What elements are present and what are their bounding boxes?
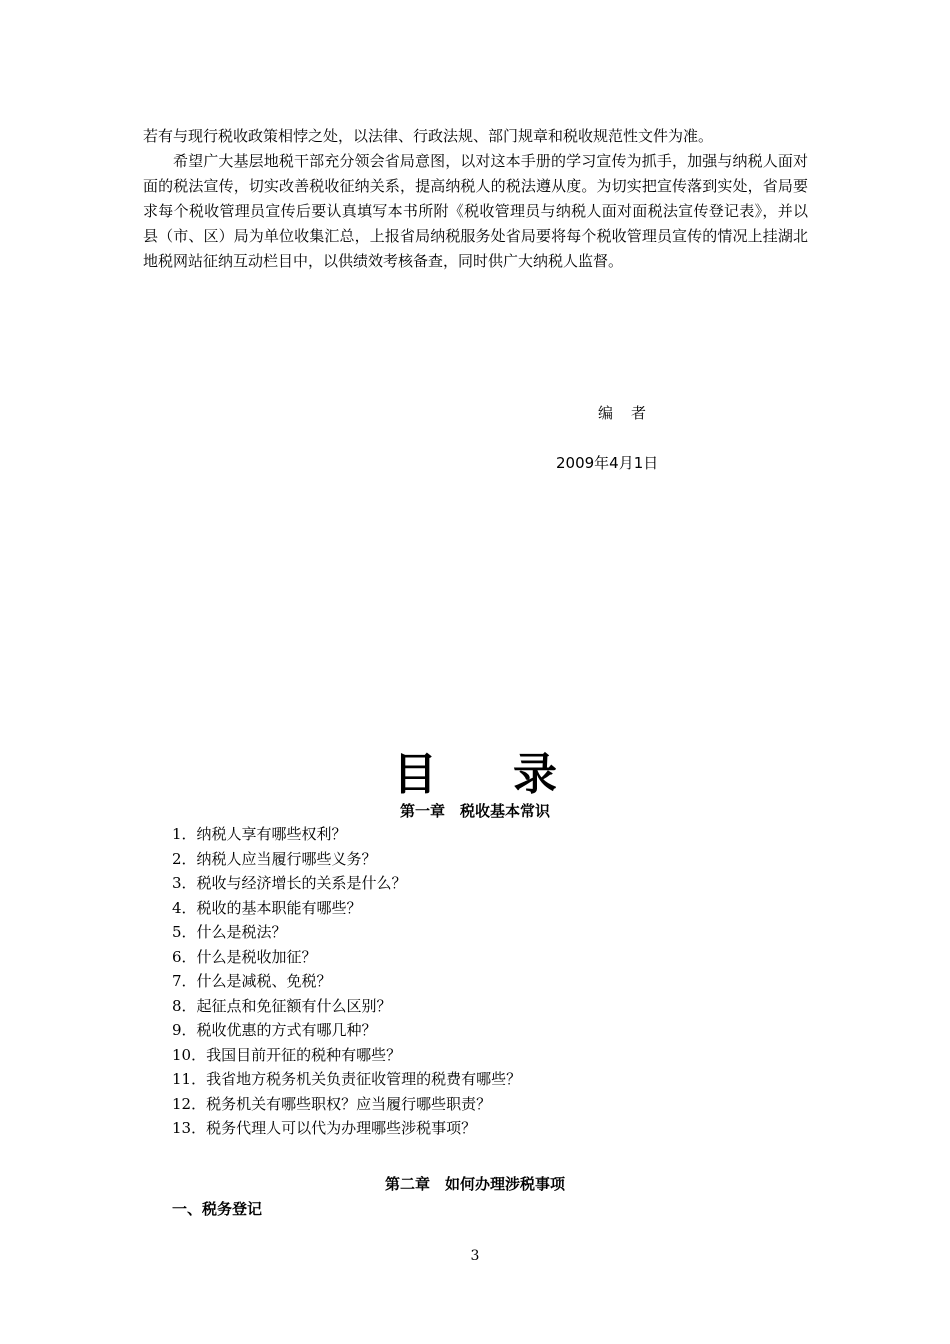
toc-item: 12．税务机关有哪些职权？应当履行哪些职责？ xyxy=(172,1094,492,1113)
toc-item: 9．税收优惠的方式有哪几种？ xyxy=(172,1021,377,1039)
chapter-2-heading: 第二章 如何办理涉税事项 xyxy=(384,1175,565,1193)
chapter-1-heading: 第一章 税收基本常识 xyxy=(399,802,550,820)
toc-item: 3．税收与经济增长的关系是什么？ xyxy=(172,874,407,892)
toc-item: 6．什么是税收加征？ xyxy=(172,947,317,966)
toc-title: 目录 xyxy=(393,749,633,800)
toc-item: 5．什么是税法？ xyxy=(172,923,287,941)
preface-paragraph-2: 希望广大基层地税干部充分领会省局意图，以对这本手册的学习宣传为抓手，加强与纳税人面对面的税法宣传，切实改善税收征纳关系，提高纳税人的税法遵从度。为切实把宣传落到实处，省局要求每个税收管理员宣传后要认真填写本书所附《税收管理员与纳税人面对面税法宣传登记表》，并以县（市、区）局为单位收集汇总，上报省局纳税服务处省局要将每个税收管理员宣传的情况上挂湖北地税网站征纳互动栏目中，以供绩效考核备查，同时供广大纳税人监督。 xyxy=(143,152,808,270)
section-heading-tax-registration: 一、税务登记 xyxy=(172,1200,263,1218)
toc-item: 1．纳税人享有哪些权利？ xyxy=(172,825,347,843)
toc-item: 8．起征点和免征额有什么区别？ xyxy=(172,996,392,1015)
page-number: 3 xyxy=(470,1248,480,1264)
preface-text xyxy=(143,124,808,274)
toc-item: 10．我国目前开征的税种有哪些？ xyxy=(172,1045,402,1064)
toc-item: 11．我省地方税务机关负责征收管理的税费有哪些？ xyxy=(172,1070,522,1088)
toc-item: 7．什么是减税、免税？ xyxy=(172,972,332,990)
preface-paragraph-1: 若有与现行税收政策相悖之处，以法律、行政法规、部门规章和税收规范性文件为准。 xyxy=(143,127,714,145)
chapter-1-toc-list xyxy=(172,822,521,1141)
toc-item: 4．税收的基本职能有哪些？ xyxy=(172,898,362,917)
author-signature: 编者 xyxy=(598,404,665,422)
preface-date: 2009年4月1日 xyxy=(556,454,659,472)
toc-item: 2．纳税人应当履行哪些义务？ xyxy=(172,849,377,868)
toc-item: 13．税务代理人可以代为办理哪些涉税事项？ xyxy=(172,1119,477,1137)
